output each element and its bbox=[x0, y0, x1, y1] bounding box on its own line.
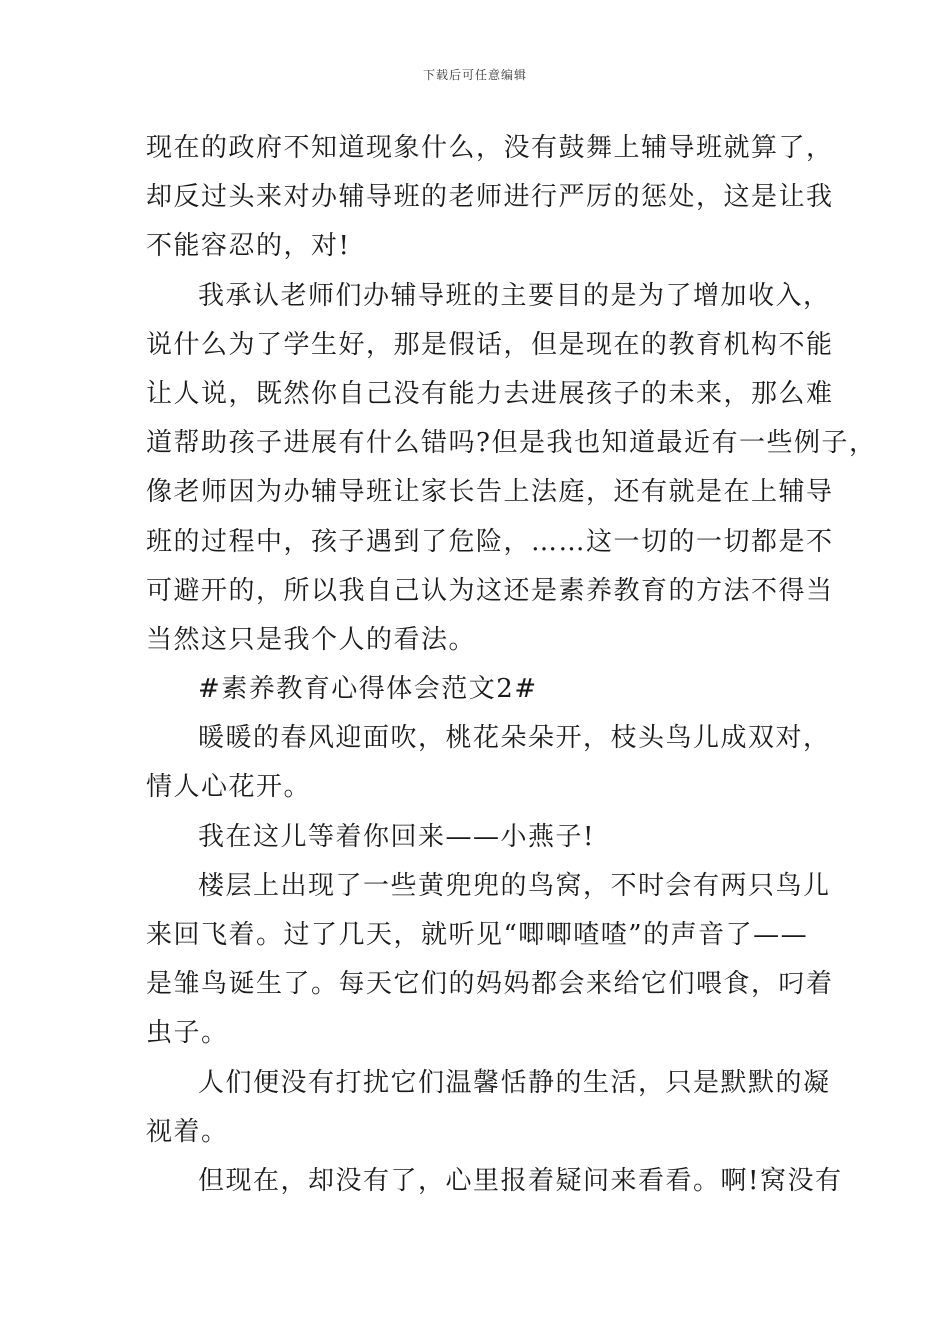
text-line: 可避开的，所以我自己认为这还是素养教育的方法不得当 bbox=[146, 575, 834, 606]
text-line: 来回飞着。过了几天，就听见“唧唧喳喳”的声音了—— bbox=[146, 920, 809, 950]
text-line: 班的过程中，孩子遇到了危险，……这一切的一切都是不 bbox=[146, 526, 834, 557]
text-line: 道帮助孩子进展有什么错吗?但是我也知道最近有一些例子， bbox=[146, 428, 877, 459]
section-heading: #素养教育心得体会范文2# bbox=[198, 674, 538, 705]
document-body bbox=[146, 124, 877, 1206]
text-line: 我承认老师们办辅导班的主要目的是为了增加收入， bbox=[198, 280, 831, 311]
text-line: 楼层上出现了一些黄兜兜的鸟窝，不时会有两只鸟儿 bbox=[198, 870, 831, 901]
text-line: 情人心花开。 bbox=[146, 772, 312, 803]
text-line: 我在这儿等着你回来——小燕子! bbox=[198, 821, 595, 852]
text-line: 让人说，既然你自己没有能力去进展孩子的未来，那么难 bbox=[146, 378, 834, 409]
text-line: 暖暖的春风迎面吹，桃花朵朵开，枝头鸟儿成双对， bbox=[198, 723, 831, 754]
text-line: 虫子。 bbox=[146, 1018, 229, 1049]
text-line: 是雏鸟诞生了。每天它们的妈妈都会来给它们喂食，叼着 bbox=[146, 969, 834, 1000]
text-line: 却反过头来对办辅导班的老师进行严厉的惩处，这是让我 bbox=[146, 182, 834, 213]
text-line: 但现在，却没有了，心里报着疑问来看看。啊!窝没有 bbox=[198, 1165, 843, 1196]
text-line: 现在的政府不知道现象什么，没有鼓舞上辅导班就算了， bbox=[146, 133, 834, 163]
text-line: 说什么为了学生好，那是假话，但是现在的教育机构不能 bbox=[146, 329, 834, 360]
page-header: 下载后可任意编辑 bbox=[422, 68, 527, 82]
text-line: 像老师因为办辅导班让家长告上法庭，还有就是在上辅导 bbox=[146, 477, 834, 508]
text-line: 不能容忍的，对! bbox=[146, 231, 351, 262]
text-line: 当然这只是我个人的看法。 bbox=[146, 624, 477, 655]
text-line: 视着。 bbox=[146, 1116, 229, 1147]
text-line: 人们便没有打扰它们温馨恬静的生活，只是默默的凝 bbox=[198, 1067, 831, 1098]
